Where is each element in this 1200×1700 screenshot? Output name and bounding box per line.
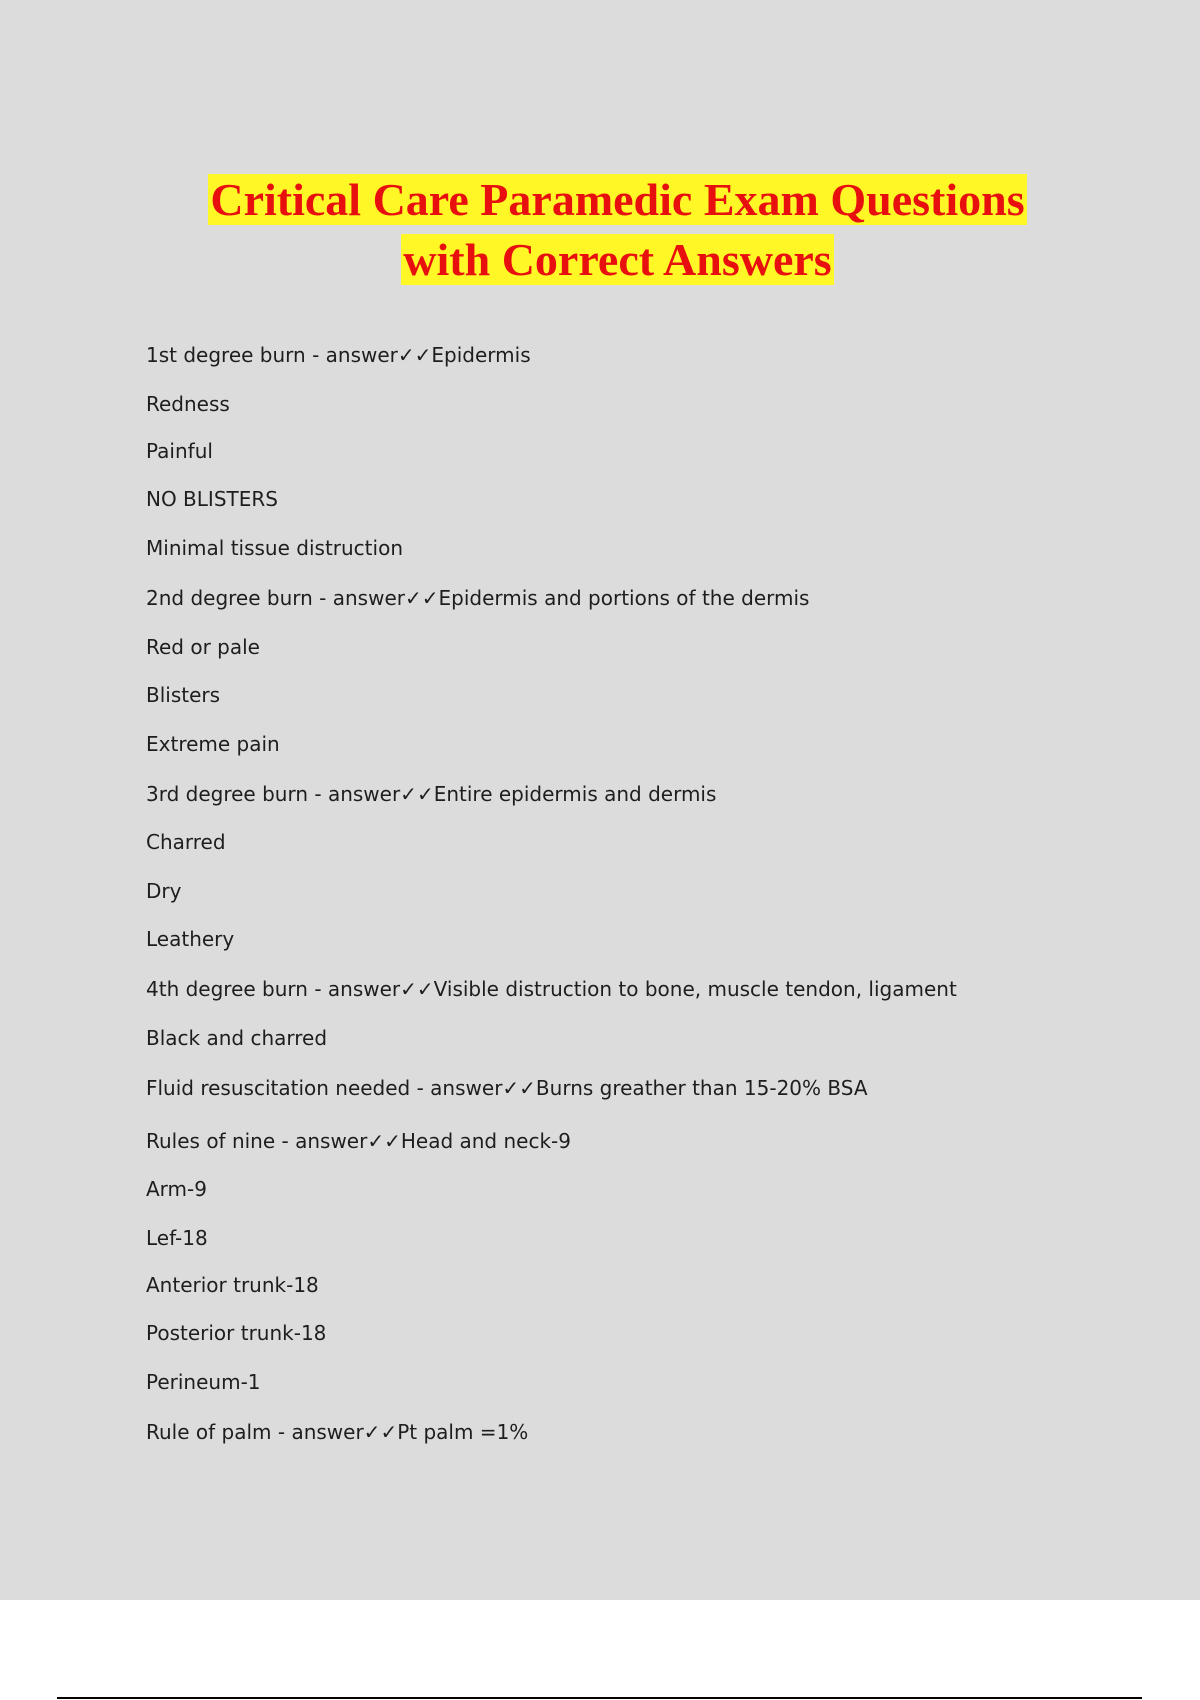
qa-line: Painful bbox=[146, 439, 213, 463]
qa-line: Posterior trunk-18 bbox=[146, 1321, 327, 1345]
qa-line: Arm-9 bbox=[146, 1177, 207, 1201]
qa-line: Rule of palm - answer✓✓Pt palm =1% bbox=[146, 1420, 529, 1444]
qa-line: Blisters bbox=[146, 683, 221, 707]
qa-line: 4th degree burn - answer✓✓Visible distruction to bone, muscle tendon, ligament bbox=[146, 977, 957, 1001]
qa-line: Perineum-1 bbox=[146, 1370, 261, 1394]
qa-line: Anterior trunk-18 bbox=[146, 1273, 319, 1297]
title-line-2: with Correct Answers bbox=[403, 234, 832, 285]
qa-line: Charred bbox=[146, 830, 226, 854]
qa-line: Redness bbox=[146, 392, 230, 416]
qa-line: Dry bbox=[146, 879, 182, 903]
document-title bbox=[0, 170, 1200, 290]
footer-divider bbox=[57, 1697, 1142, 1699]
qa-line: 1st degree burn - answer✓✓Epidermis bbox=[146, 343, 531, 367]
qa-line: NO BLISTERS bbox=[146, 487, 278, 511]
qa-line: Lef-18 bbox=[146, 1226, 208, 1250]
qa-line: Fluid resuscitation needed - answer✓✓Burns greather than 15-20% BSA bbox=[146, 1076, 868, 1100]
qa-line: 3rd degree burn - answer✓✓Entire epidermis and dermis bbox=[146, 782, 717, 806]
qa-line: Red or pale bbox=[146, 635, 260, 659]
qa-line: Black and charred bbox=[146, 1026, 328, 1050]
qa-line: Rules of nine - answer✓✓Head and neck-9 bbox=[146, 1129, 571, 1153]
qa-line: Extreme pain bbox=[146, 732, 280, 756]
qa-line: Minimal tissue distruction bbox=[146, 536, 403, 560]
qa-line: Leathery bbox=[146, 927, 235, 951]
title-line-1: Critical Care Paramedic Exam Questions bbox=[210, 174, 1025, 225]
qa-line: 2nd degree burn - answer✓✓Epidermis and portions of the dermis bbox=[146, 586, 810, 610]
